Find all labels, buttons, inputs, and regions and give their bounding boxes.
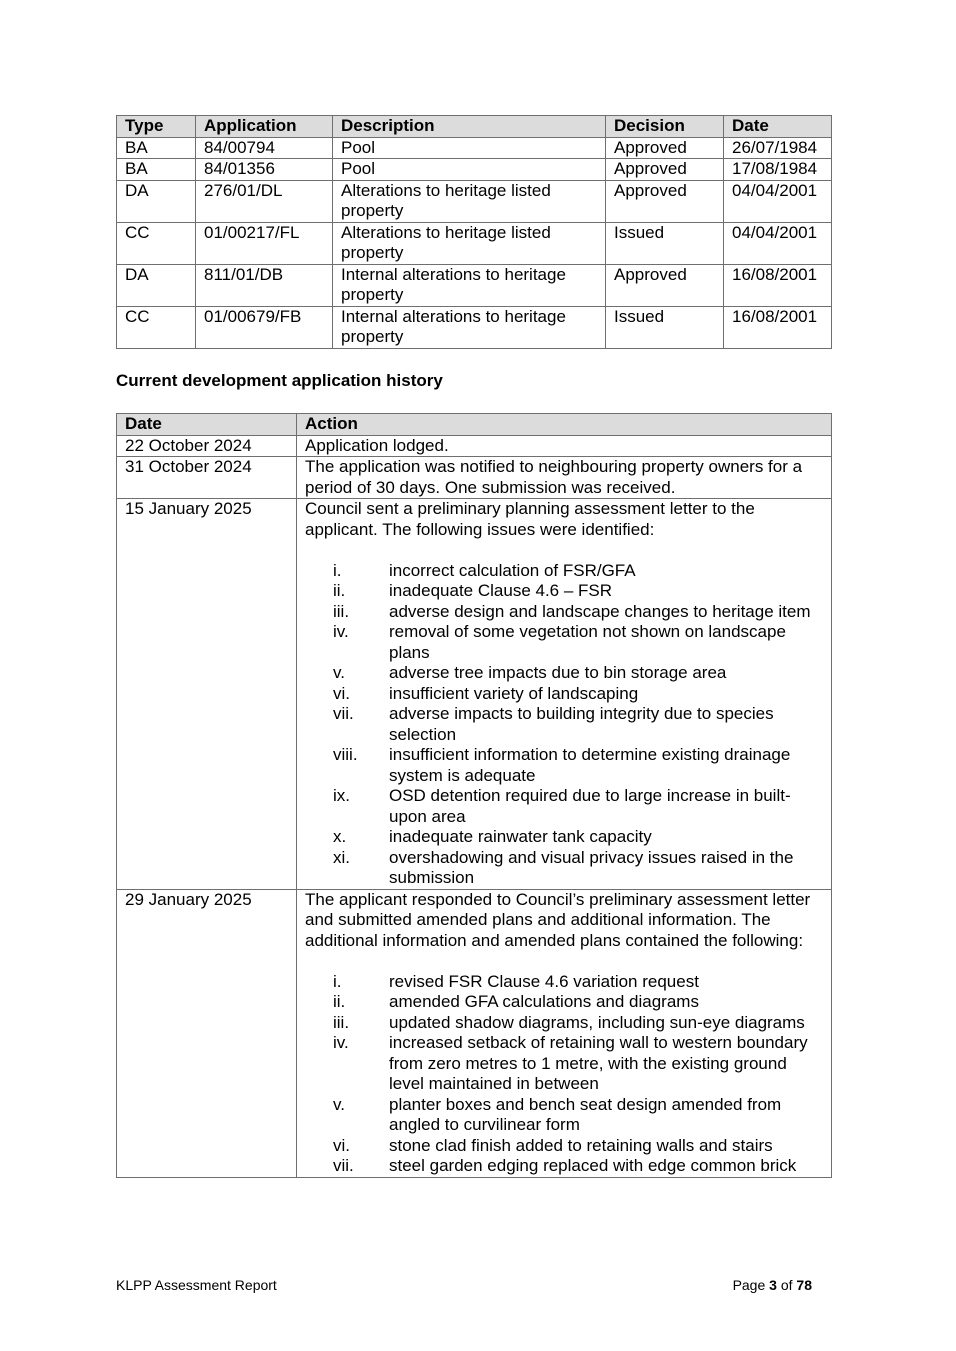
list-item	[305, 745, 823, 786]
cell-description: Internal alterations to heritage property	[333, 306, 606, 348]
application-history-table	[116, 115, 832, 349]
cell-date: 22 October 2024	[117, 435, 297, 457]
table-row	[117, 499, 832, 890]
page-prefix: Page	[732, 1277, 770, 1293]
list-text: insufficient variety of landscaping	[389, 683, 639, 703]
list-marker: viii.	[333, 745, 358, 764]
list-text: insufficient information to determine existing drainage system is adequate	[389, 745, 791, 785]
cell-decision: Approved	[606, 159, 724, 181]
page-separator: of	[776, 1277, 797, 1293]
cell-action	[297, 889, 832, 1177]
cell-decision: Approved	[606, 264, 724, 306]
section-heading: Current development application history	[116, 371, 443, 390]
cell-description: Pool	[333, 159, 606, 181]
amendments-list	[305, 972, 823, 1177]
list-text: updated shadow diagrams, including sun-eye diagrams	[389, 1012, 805, 1032]
cell-action: Application lodged.	[297, 435, 832, 457]
cell-application: 01/00679/FB	[196, 306, 333, 348]
table-row	[117, 159, 832, 181]
list-item	[305, 1013, 823, 1034]
list-item	[305, 663, 823, 684]
table-header-row	[117, 414, 832, 436]
list-marker: vii.	[333, 704, 354, 723]
list-marker: iv.	[333, 1033, 349, 1052]
list-marker: iv.	[333, 622, 349, 641]
list-marker: vi.	[333, 683, 350, 703]
list-item	[305, 827, 823, 848]
cell-date: 16/08/2001	[724, 264, 832, 306]
header-type: Type	[117, 116, 196, 138]
table-row	[117, 457, 832, 499]
cell-type: BA	[117, 159, 196, 181]
cell-date: 04/04/2001	[724, 180, 832, 222]
cell-description: Pool	[333, 137, 606, 159]
list-text: stone clad finish added to retaining walls and stairs	[389, 1135, 773, 1155]
cell-action	[297, 499, 832, 890]
page-current: 3	[769, 1277, 777, 1293]
table-row	[117, 435, 832, 457]
header-action: Action	[297, 414, 832, 436]
list-text: OSD detention required due to large increase in built-upon area	[389, 786, 791, 826]
cell-description: Internal alterations to heritage property	[333, 264, 606, 306]
list-item	[305, 581, 823, 602]
list-item	[305, 684, 823, 705]
list-text: inadequate rainwater tank capacity	[389, 827, 652, 846]
list-text: inadequate Clause 4.6 – FSR	[389, 581, 613, 600]
list-marker: ii.	[333, 992, 346, 1011]
issues-list	[305, 561, 823, 889]
action-intro: Council sent a preliminary planning assessment letter to the applicant. The following issues were identified:	[305, 499, 755, 539]
header-date: Date	[724, 116, 832, 138]
table-row	[117, 306, 832, 348]
header-date: Date	[117, 414, 297, 436]
cell-application: 84/00794	[196, 137, 333, 159]
cell-application: 276/01/DL	[196, 180, 333, 222]
list-item	[305, 848, 823, 889]
cell-application: 01/00217/FL	[196, 222, 333, 264]
list-item	[305, 1136, 823, 1157]
list-text: revised FSR Clause 4.6 variation request	[389, 971, 699, 991]
list-text: overshadowing and visual privacy issues raised in the submission	[389, 847, 794, 887]
list-item	[305, 1033, 823, 1095]
list-text: planter boxes and bench seat design amended from angled to curvilinear form	[389, 1094, 782, 1134]
list-text: removal of some vegetation not shown on landscape plans	[389, 622, 786, 662]
table-row	[117, 137, 832, 159]
cell-type: CC	[117, 306, 196, 348]
list-marker: v.	[333, 663, 345, 682]
header-description: Description	[333, 116, 606, 138]
table-row	[117, 180, 832, 222]
cell-date: 29 January 2025	[117, 889, 297, 1177]
list-marker: i.	[333, 560, 342, 580]
table-row	[117, 889, 832, 1177]
list-item	[305, 992, 823, 1013]
cell-date: 04/04/2001	[724, 222, 832, 264]
list-marker: ii.	[333, 581, 346, 600]
cell-application: 811/01/DB	[196, 264, 333, 306]
list-text: adverse design and landscape changes to heritage item	[389, 601, 811, 621]
cell-date: 26/07/1984	[724, 137, 832, 159]
list-item	[305, 704, 823, 745]
cell-description: Alterations to heritage listed property	[333, 180, 606, 222]
list-text: adverse tree impacts due to bin storage area	[389, 663, 727, 682]
cell-decision: Issued	[606, 306, 724, 348]
table-row	[117, 264, 832, 306]
current-application-history-table	[116, 413, 832, 1178]
cell-type: DA	[117, 180, 196, 222]
list-item	[305, 561, 823, 582]
cell-action: The application was notified to neighbouring property owners for a period of 30 days. One submission was received.	[297, 457, 832, 499]
cell-type: BA	[117, 137, 196, 159]
list-marker: iii.	[333, 601, 350, 621]
header-decision: Decision	[606, 116, 724, 138]
list-marker: xi.	[333, 847, 350, 867]
cell-date: 15 January 2025	[117, 499, 297, 890]
list-marker: v.	[333, 1094, 345, 1114]
list-item	[305, 972, 823, 993]
list-marker: ix.	[333, 786, 350, 805]
cell-date: 17/08/1984	[724, 159, 832, 181]
list-text: steel garden edging replaced with edge common brick	[389, 1156, 797, 1175]
list-item	[305, 622, 823, 663]
table-header-row	[117, 116, 832, 138]
page-total: 78	[796, 1277, 812, 1293]
cell-date: 16/08/2001	[724, 306, 832, 348]
cell-application: 84/01356	[196, 159, 333, 181]
list-marker: x.	[333, 827, 347, 846]
list-marker: iii.	[333, 1012, 350, 1032]
list-text: incorrect calculation of FSR/GFA	[389, 560, 636, 580]
list-marker: vi.	[333, 1135, 350, 1155]
cell-decision: Approved	[606, 180, 724, 222]
list-text: adverse impacts to building integrity due to species selection	[389, 704, 774, 744]
list-marker: i.	[333, 971, 342, 991]
list-text: amended GFA calculations and diagrams	[389, 992, 699, 1011]
cell-decision: Issued	[606, 222, 724, 264]
page-number	[733, 1277, 812, 1293]
table-row	[117, 222, 832, 264]
cell-type: CC	[117, 222, 196, 264]
list-item	[305, 602, 823, 623]
action-intro: The applicant responded to Council’s preliminary assessment letter and submitted amended plans and additional information. The additional information and amended plans contained the following:	[305, 889, 811, 950]
footer-report-title: KLPP Assessment Report	[116, 1277, 277, 1293]
cell-decision: Approved	[606, 137, 724, 159]
list-item	[305, 786, 823, 827]
cell-type: DA	[117, 264, 196, 306]
list-marker: vii.	[333, 1156, 354, 1175]
cell-date: 31 October 2024	[117, 457, 297, 499]
list-item	[305, 1095, 823, 1136]
cell-description: Alterations to heritage listed property	[333, 222, 606, 264]
header-application: Application	[196, 116, 333, 138]
list-text: increased setback of retaining wall to western boundary from zero metres to 1 metre, with the existing ground level maintained in between	[389, 1033, 808, 1093]
list-item	[305, 1156, 823, 1177]
